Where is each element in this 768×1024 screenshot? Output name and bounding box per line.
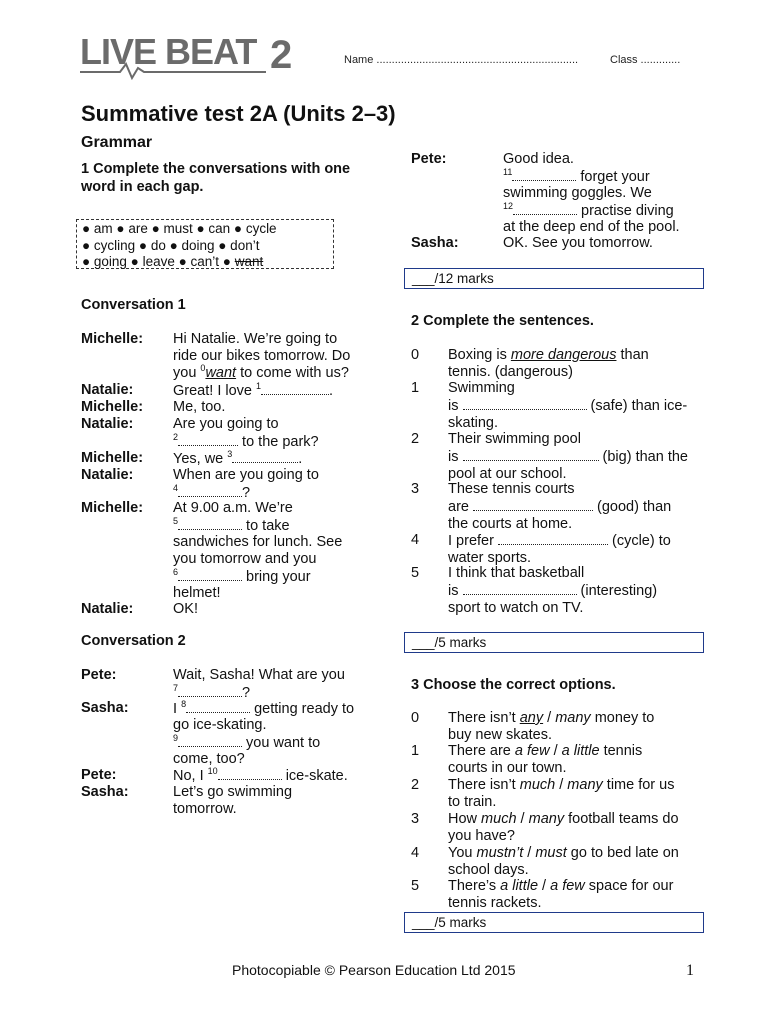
- answer-gap[interactable]: [513, 202, 577, 215]
- option-o1[interactable]: a little: [500, 878, 539, 894]
- word-box-line: ● am ● are ● must ● can ● cycle: [82, 221, 277, 236]
- answer-gap[interactable]: [178, 734, 242, 747]
- marks-box-q1[interactable]: ___/12 marks: [404, 268, 704, 289]
- example-answer: more dangerous: [510, 347, 617, 363]
- live-beat-logo: [80, 34, 300, 86]
- marks-box-q2[interactable]: ___/5 marks: [404, 632, 704, 653]
- option-o2[interactable]: many: [555, 710, 591, 726]
- q2-instruction: 2 Complete the sentences.: [411, 313, 594, 329]
- page-number: 1: [686, 962, 694, 979]
- answer-gap[interactable]: [186, 700, 250, 713]
- svg-text:2: 2: [270, 34, 292, 77]
- word-box-line: ● cycling ● do ● doing ● don’t: [82, 237, 260, 253]
- option-o1[interactable]: any: [519, 710, 544, 726]
- answer-gap[interactable]: [261, 382, 329, 395]
- footer-copyright: Photocopiable © Pearson Education Ltd 2015: [232, 962, 516, 978]
- conversation-1-heading: Conversation 1: [81, 297, 186, 313]
- option-o1[interactable]: much: [481, 811, 517, 827]
- conversation-2-heading: Conversation 2: [81, 633, 186, 649]
- answer-gap[interactable]: [463, 582, 577, 595]
- option-o1[interactable]: mustn’t: [476, 845, 524, 861]
- section-heading: Grammar: [81, 134, 153, 151]
- answer-gap[interactable]: [232, 450, 298, 463]
- option-o1[interactable]: much: [519, 777, 556, 793]
- q1-instruction: 1 Complete the conversations with one word in each gap.: [81, 161, 351, 195]
- svg-text:LIVE BEAT: LIVE BEAT: [80, 34, 257, 72]
- option-o2[interactable]: a few: [550, 878, 585, 894]
- answer-gap[interactable]: [473, 498, 593, 511]
- q3-instruction: 3 Choose the correct options.: [411, 677, 616, 693]
- word-box: [76, 219, 334, 269]
- name-field[interactable]: Name ..................................................................: [344, 54, 579, 66]
- answer-gap[interactable]: [498, 532, 608, 545]
- answer-gap[interactable]: [178, 684, 242, 697]
- answer-gap[interactable]: [178, 568, 242, 581]
- page-title: Summative test 2A (Units 2–3): [81, 101, 396, 126]
- answer-gap[interactable]: [512, 168, 576, 181]
- answer-gap[interactable]: [178, 517, 242, 530]
- answer-gap[interactable]: [463, 448, 599, 461]
- answer-gap[interactable]: [218, 767, 282, 780]
- struck-word: want: [234, 254, 264, 269]
- class-field[interactable]: Class .............: [610, 54, 681, 66]
- option-o2[interactable]: a little: [561, 743, 600, 759]
- option-o2[interactable]: many: [567, 777, 603, 793]
- marks-box-q3[interactable]: ___/5 marks: [404, 912, 704, 933]
- logo-graphic: [80, 34, 300, 80]
- answer-gap[interactable]: [463, 397, 587, 410]
- option-o2[interactable]: many: [528, 811, 565, 827]
- option-o2[interactable]: must: [535, 845, 567, 861]
- word-box-line: ● going ● leave ● can’t ● want: [82, 254, 264, 269]
- answer-gap[interactable]: [178, 484, 242, 497]
- option-o1[interactable]: a few: [514, 743, 550, 759]
- answer-gap[interactable]: [178, 433, 238, 446]
- example-answer: want: [205, 365, 237, 381]
